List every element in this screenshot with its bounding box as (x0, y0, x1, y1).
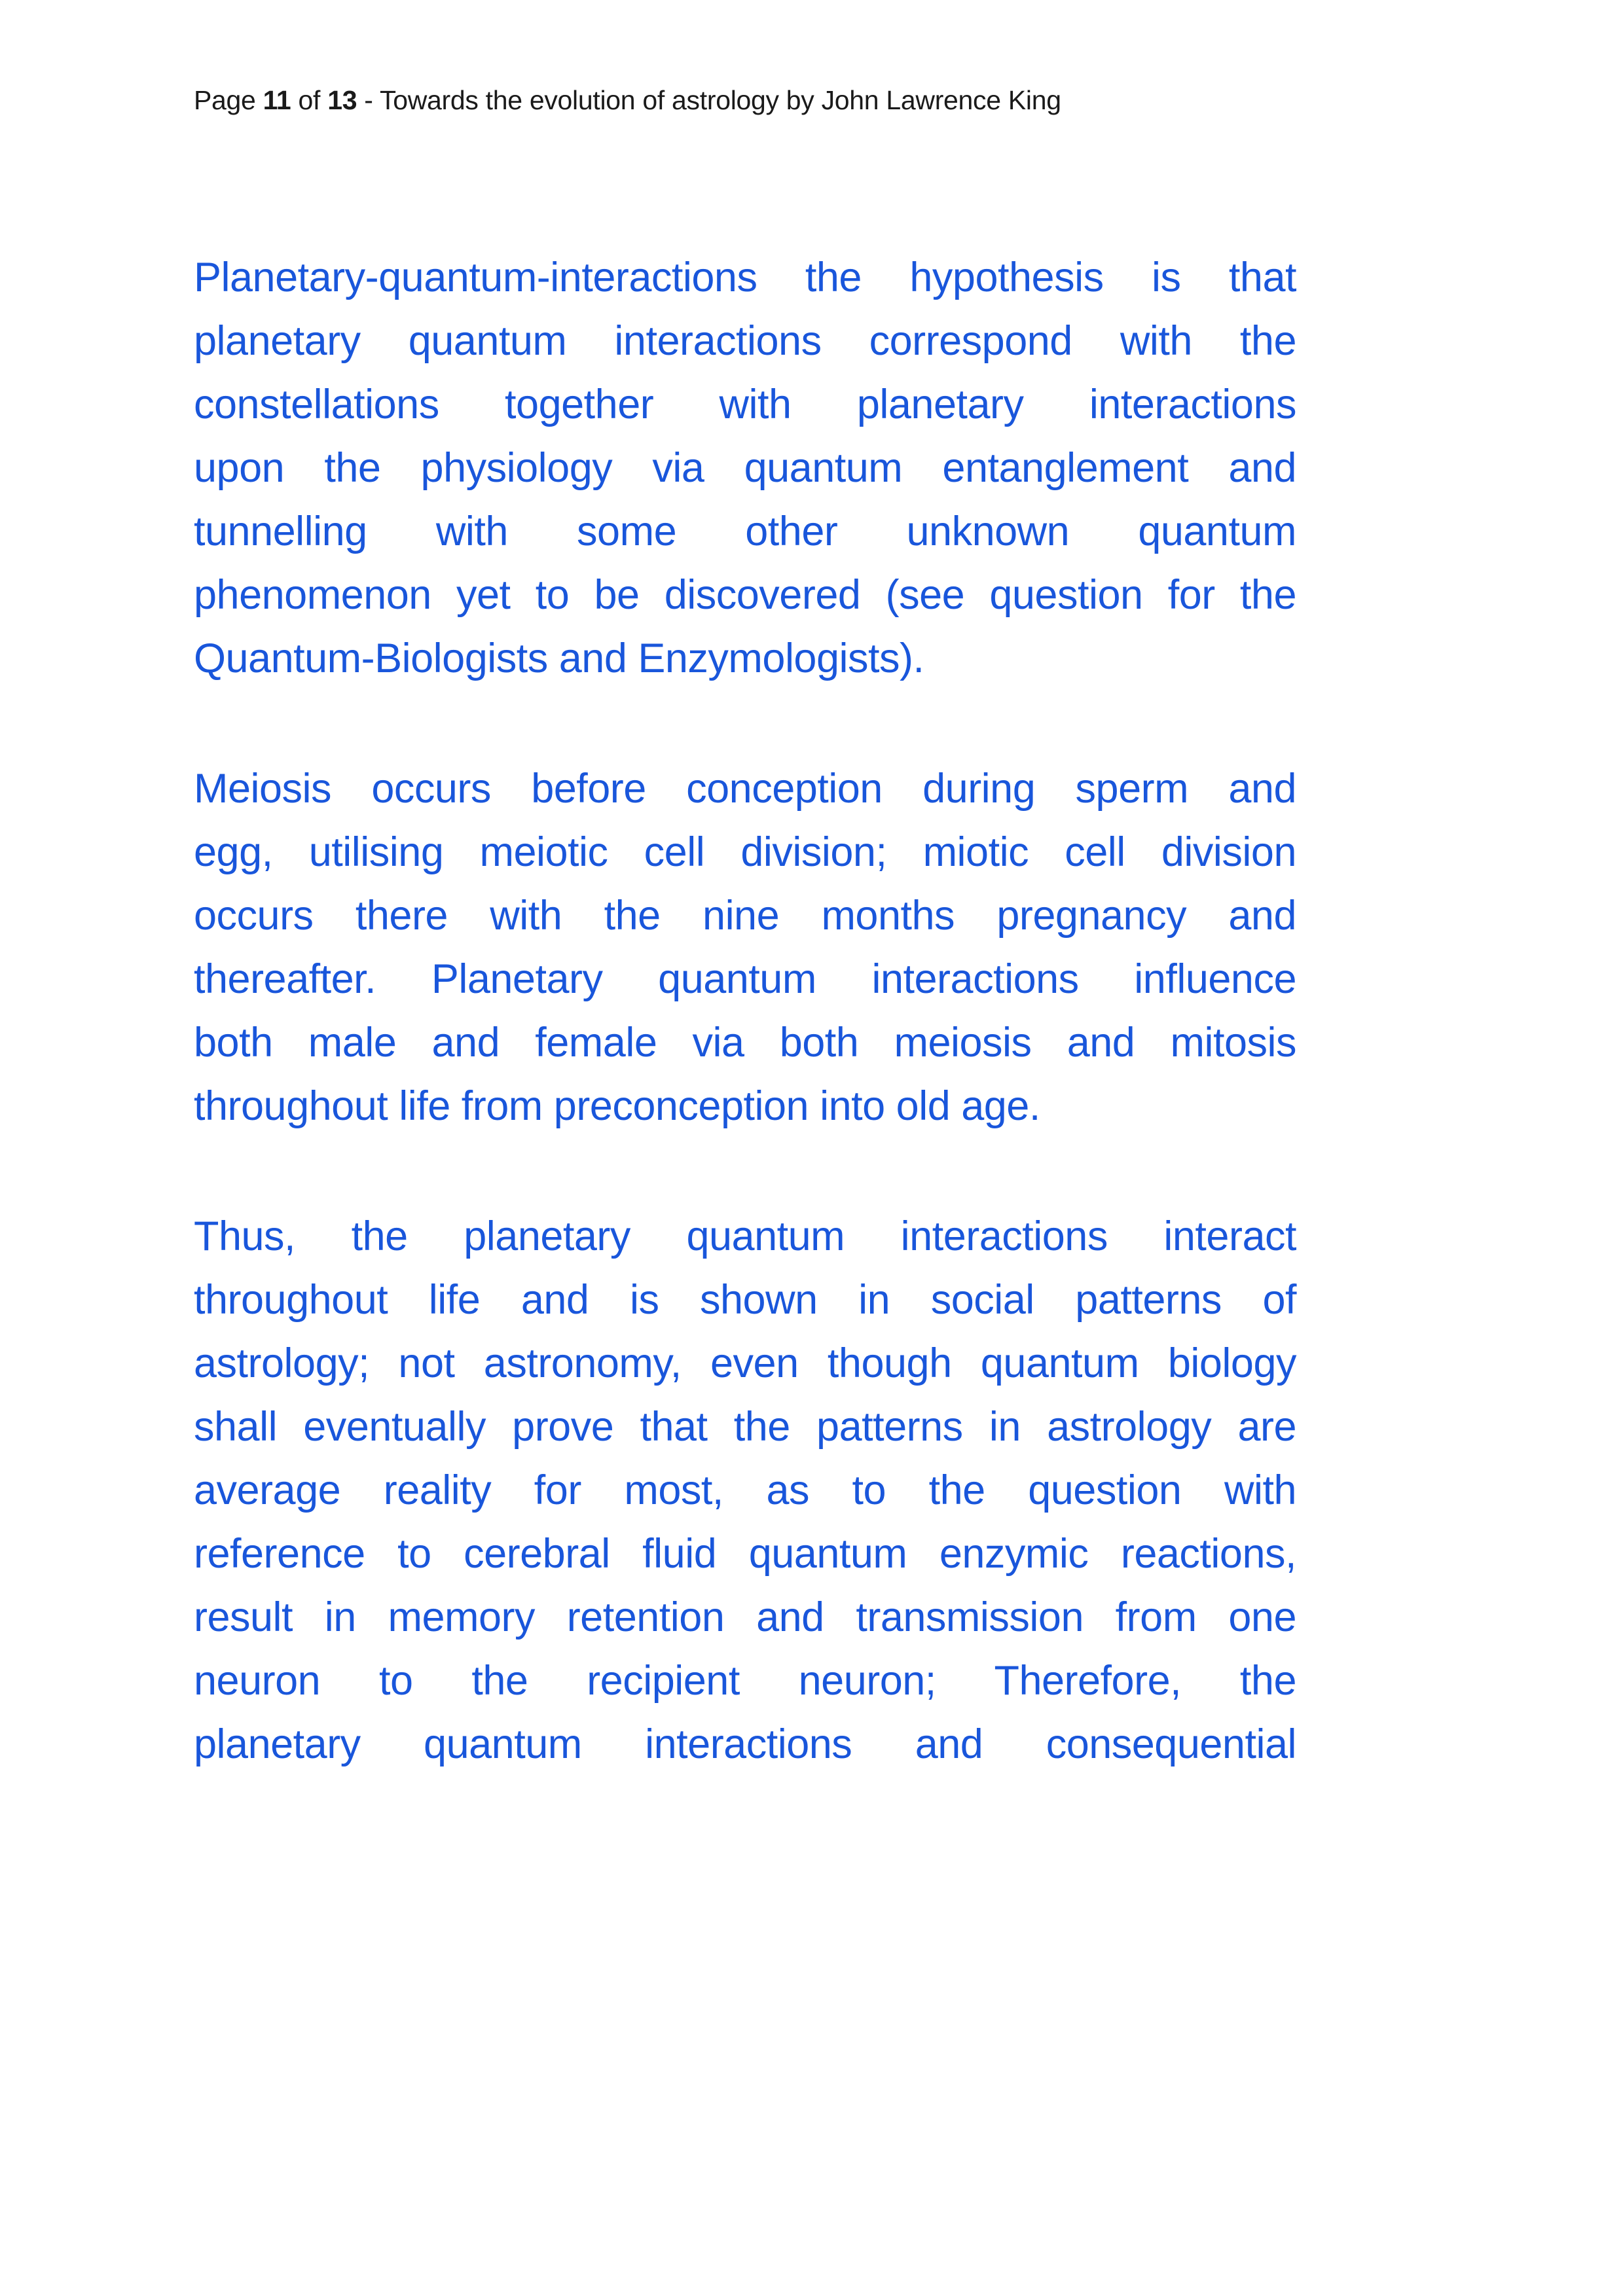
text-line: astrology; not astronomy, even though quantum biology (194, 1340, 1296, 1386)
text-line: result in memory retention and transmission from one (194, 1594, 1296, 1640)
paragraph (194, 757, 1296, 1138)
text-line: constellations together with planetary interactions (194, 382, 1296, 427)
text-line: average reality for most, as to the question with (194, 1467, 1296, 1513)
text-line: Planetary-quantum-interactions the hypothesis is that (194, 255, 1296, 300)
text-line: planetary quantum interactions and consequential (194, 1721, 1296, 1767)
text-line: upon the physiology via quantum entanglement and (194, 445, 1296, 491)
page-header (194, 85, 1061, 116)
text-line: throughout life and is shown in social patterns of (194, 1277, 1296, 1323)
header-of-label: of (298, 85, 321, 115)
text-line: Meiosis occurs before conception during sperm and (194, 766, 1296, 812)
text-line: tunnelling with some other unknown quantum (194, 509, 1296, 554)
text-line: throughout life from preconception into old age. (194, 1083, 1040, 1129)
header-total-pages: 13 (327, 85, 357, 115)
text-line: phenomenon yet to be discovered (see question for the (194, 572, 1296, 618)
text-line: both male and female via both meiosis and mitosis (194, 1020, 1296, 1066)
text-line: thereafter. Planetary quantum interactions influence (194, 956, 1296, 1002)
paragraph (194, 1205, 1296, 1776)
paragraph (194, 246, 1296, 691)
text-line: Thus, the planetary quantum interactions interact (194, 1213, 1296, 1259)
text-line: occurs there with the nine months pregnancy and (194, 893, 1296, 939)
text-line: egg, utilising meiotic cell division; miotic cell division (194, 829, 1296, 875)
header-doc-title: - Towards the evolution of astrology by John Lawrence King (364, 85, 1061, 115)
document-body (194, 246, 1296, 1776)
text-line: shall eventually prove that the patterns in astrology are (194, 1404, 1296, 1450)
text-line: planetary quantum interactions correspond with the (194, 318, 1296, 364)
text-line: neuron to the recipient neuron; Therefore, the (194, 1658, 1296, 1704)
text-line: reference to cerebral fluid quantum enzymic reactions, (194, 1531, 1296, 1577)
header-page-label: Page (194, 85, 256, 115)
text-line: Quantum-Biologists and Enzymologists). (194, 636, 924, 681)
header-page-number: 11 (263, 85, 291, 115)
